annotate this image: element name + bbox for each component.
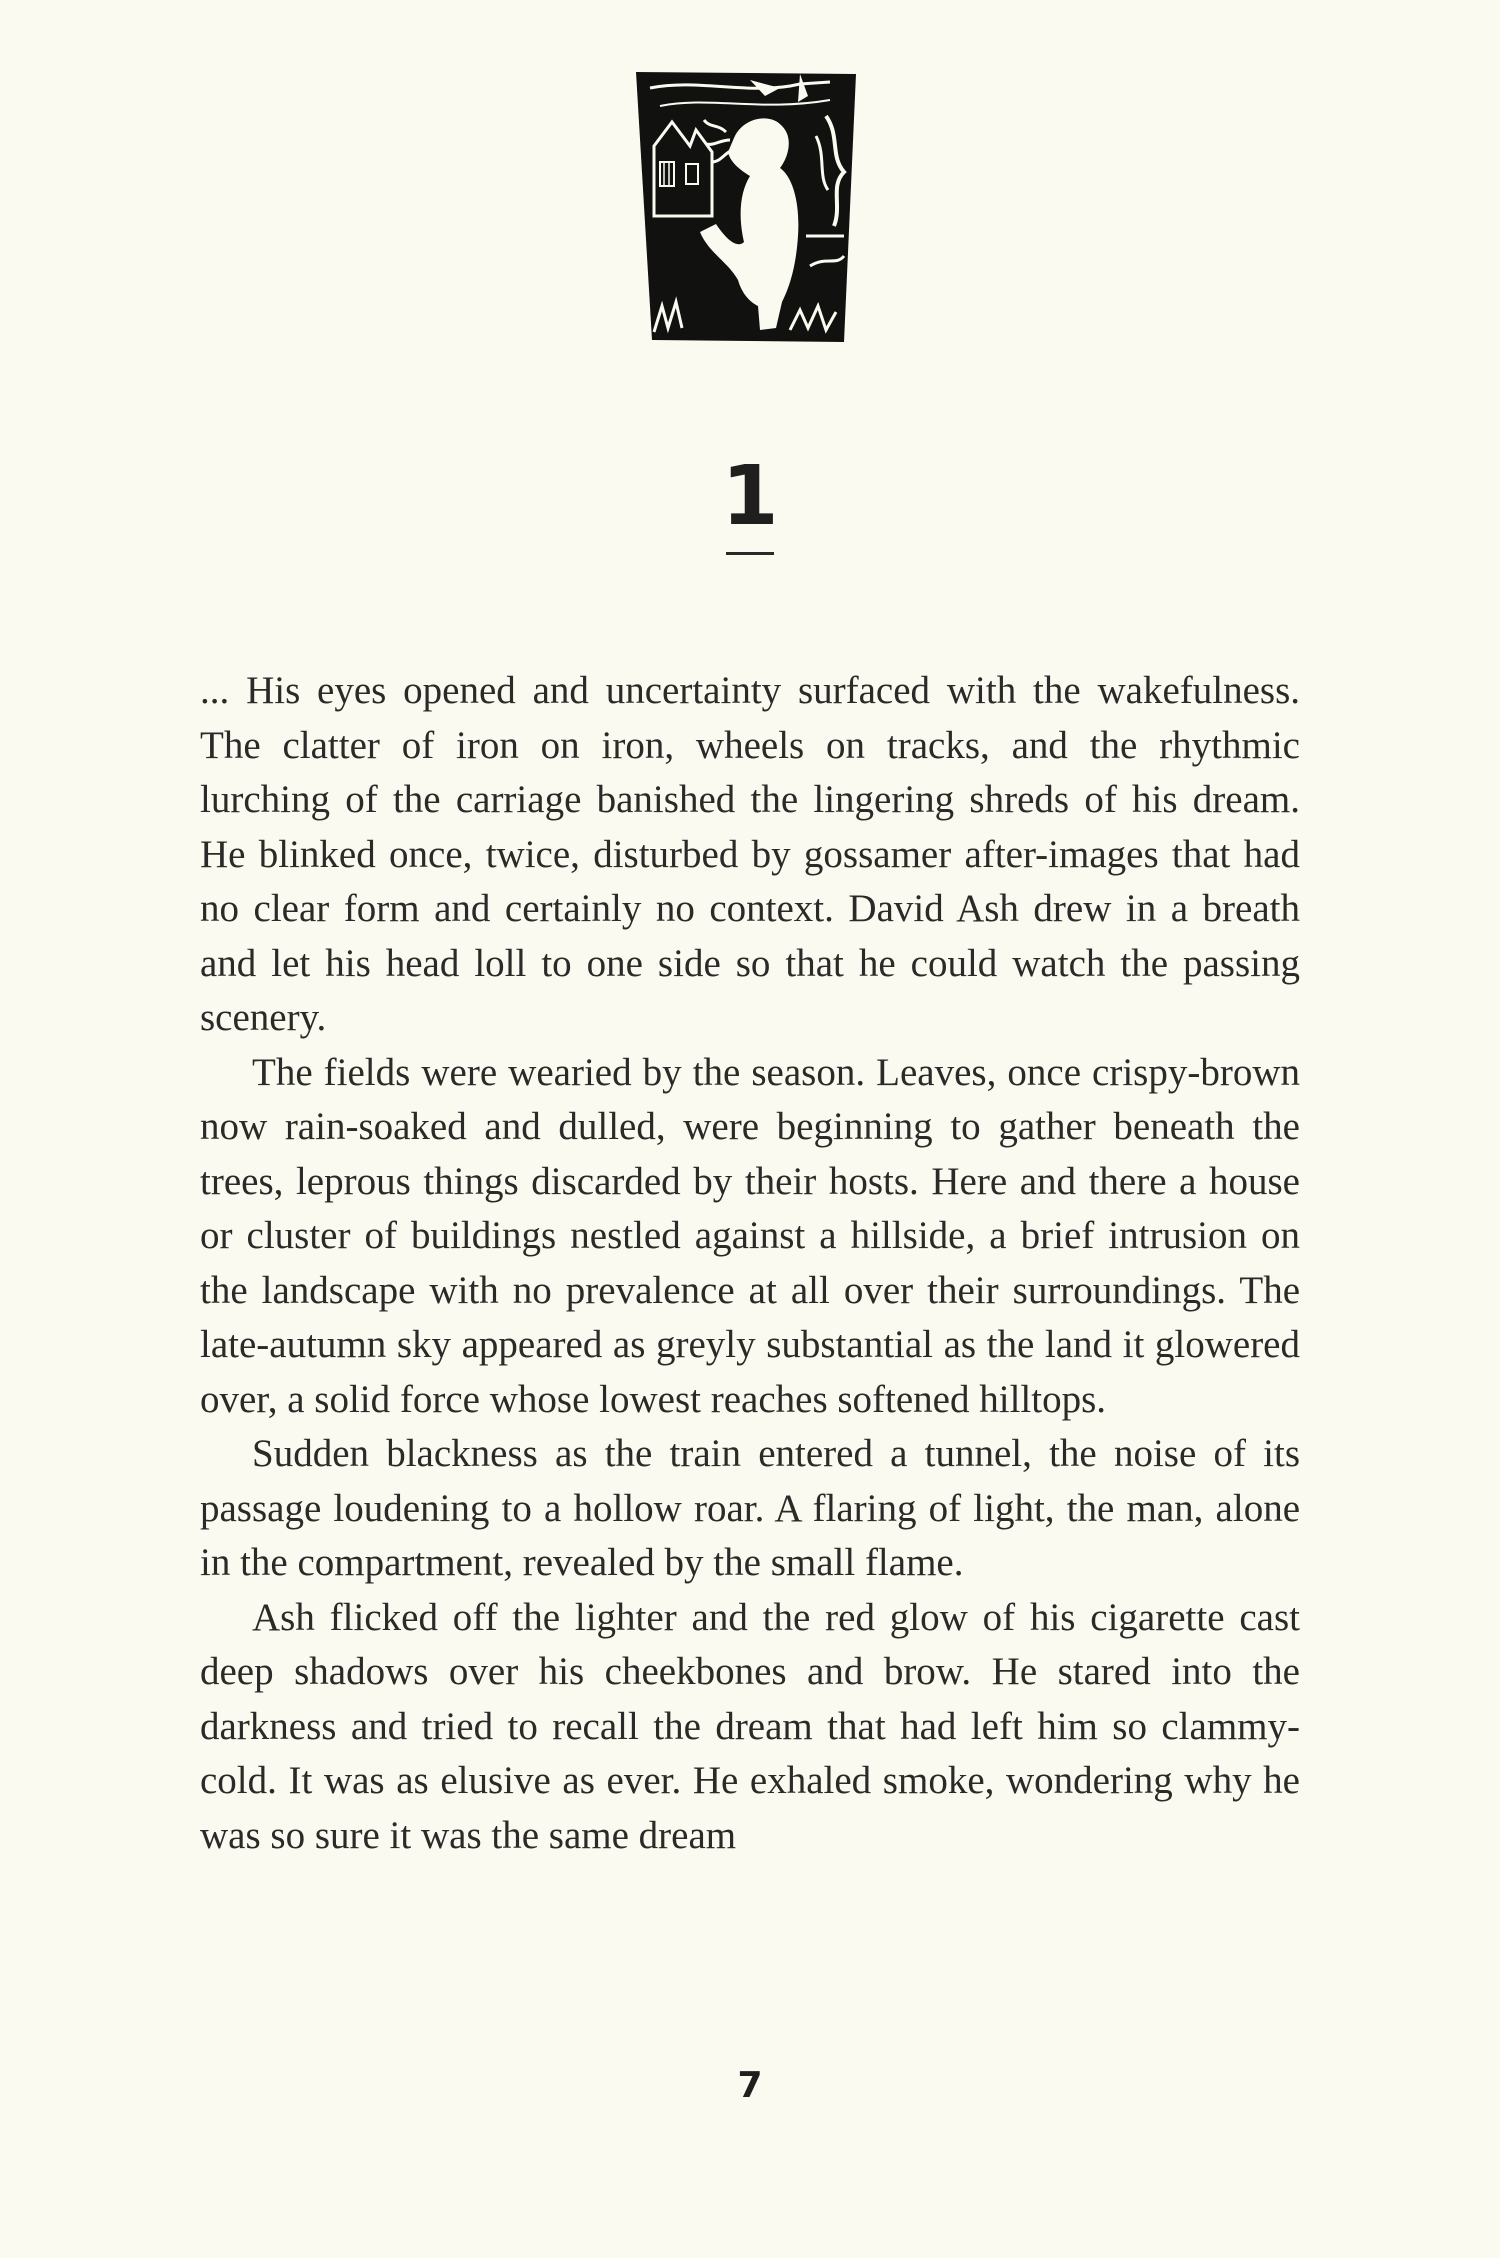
paragraph-3: Sudden blackness as the train entered a tunnel, the noise of its passage loudening to a hollow roar. A flaring of light, the man, alone in the compartment, revealed by the small flame. <box>200 1432 1300 1584</box>
woodcut-figure-before-house-illustration <box>630 66 862 346</box>
chapter-number-underline <box>726 552 774 555</box>
paragraph-2: The fields were wearied by the season. Leaves, once crispy-brown now rain-soaked and dulled, were beginning to gather beneath the trees, leprous things discarded by their hosts. Here and there a house or cluster of buildings nestled against a hillside, a brief intrusion on the landscape with no prevalence at all over their surroundings. The late-autumn sky appeared as greyly substantial as the land it glowered over, a solid force whose lowest reaches softened hilltops. <box>200 1050 1300 1421</box>
page-number: 7 <box>737 2065 763 2106</box>
chapter-number: 1 <box>721 449 779 544</box>
paragraph-1: ... His eyes opened and uncertainty surfaced with the wakefulness. The clatter of iron on iron, wheels on tracks, and the rhythmic lurching of the carriage banished the lingering shreds of his dream. He blinked once, twice, disturbed by gossamer after-images that had no clear form and certainly no context. David Ash drew in a breath and let his head loll to one side so that he could watch the passing scenery. <box>200 669 1300 1039</box>
paragraph-4: Ash flicked off the lighter and the red glow of his cigarette cast deep shadows over his cheekbones and brow. He stared into the darkness and tried to recall the dream that had left him so clammy-cold. It was as elusive as ever. He exhaled smoke, wondering why he was so sure it was the same dream <box>200 1595 1300 1857</box>
chapter-body-text <box>200 664 1300 1863</box>
